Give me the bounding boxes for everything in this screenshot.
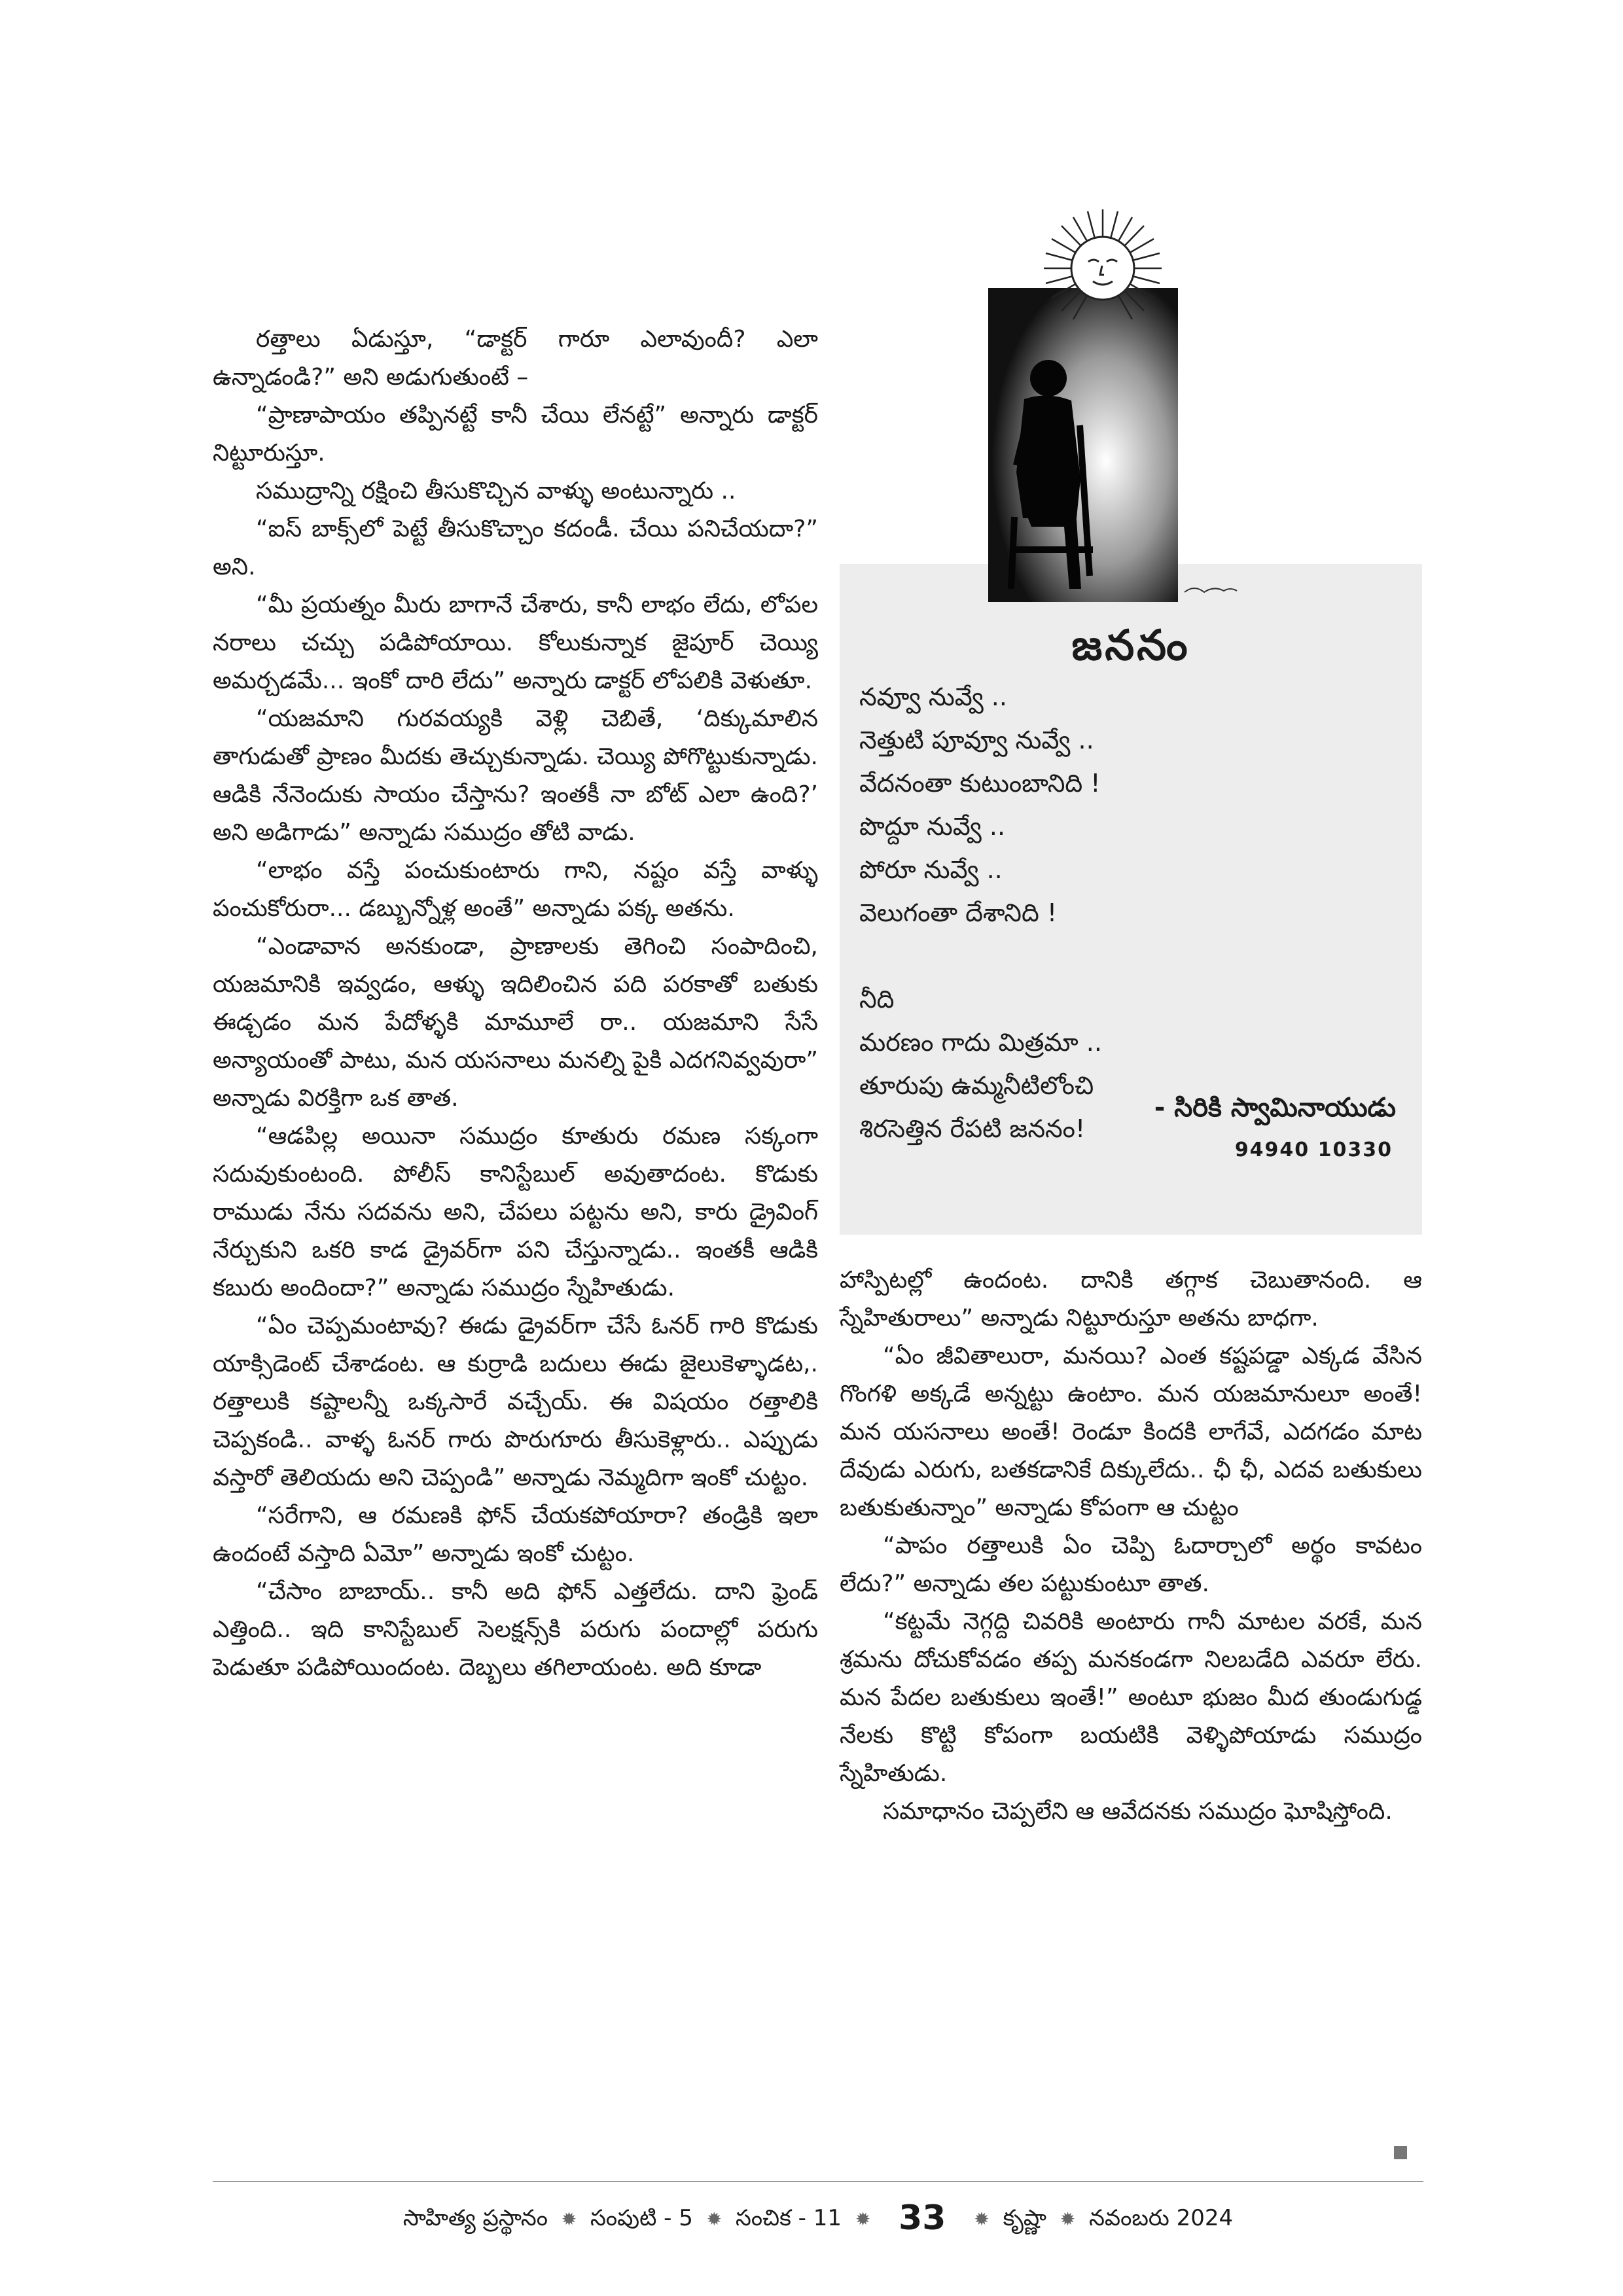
poem-title: జననం bbox=[1071, 622, 1190, 670]
paragraph: రత్తాలు ఏడుస్తూ, “డాక్టర్ గారూ ఎలావుందీ? ఎలా ఉన్నాడండి?” అని అడుగుతుంటే – bbox=[213, 326, 818, 391]
footer-rule bbox=[213, 2181, 1423, 2182]
poem-line: వేదనంతా కుటుంబానిది ! bbox=[859, 769, 1101, 798]
paragraph: “ఎండావాన అనకుండా, ప్రాణాలకు తెగించి సంపాదించి, యజమానికి ఇవ్వడం, ఆళ్ళు ఇదిలించిన పది పరకాతో బతుకు ఈడ్చడం మన పేదోళ్ళకి మామూలే రా.. యజమాని సేసే అన్యాయంతో పాటు, మన యసనాలు మనల్ని పైకి ఎదగనివ్వవురా” అన్నాడు విరక్తిగా ఒక తాత. bbox=[213, 933, 818, 1112]
paragraph: హాస్పిటల్లో ఉందంట. దానికి తగ్గాక చెబుతానంది. ఆ స్నేహితురాలు” అన్నాడు నిట్టూరుస్తూ అతను బాధగా. bbox=[840, 1267, 1422, 1332]
poem-author: - సిరికి స్వామినాయుడు bbox=[1154, 1093, 1396, 1123]
page-number: 33 bbox=[899, 2199, 946, 2238]
end-of-article-mark bbox=[1394, 2146, 1407, 2159]
paragraph: “లాభం వస్తే పంచుకుంటారు గాని, నష్టం వస్తే వాళ్ళు పంచుకోరురా... డబ్బున్నోళ్ల అంతే” అన్నాడు పక్క అతను. bbox=[213, 857, 818, 922]
paragraph: “ఏం చెప్పమంటావు? ఈడు డ్రైవర్‌గా చేసే ఓనర్ గారి కొడుకు యాక్సిడెంట్ చేశాడంట. ఆ కుర్రాడి బదులు ఈడు జైలుకెళ్ళాడట,. రత్తాలుకి కష్టాలన్నీ ఒక్కసారే వచ్చేయ్. ఈ విషయం రత్తాలికి చెప్పకండి.. వాళ్ళ ఓనర్ గారు పొరుగూరు తీసుకెళ్లారు.. ఎప్పుడు వస్తారో తెలియదు అని చెప్పండి” అన్నాడు నెమ్మదిగా ఇంకో చుట్టం. bbox=[213, 1313, 818, 1491]
poem-line: మరణం గాదు మిత్రమా .. bbox=[859, 1028, 1102, 1057]
issue: సంచిక - 11 bbox=[735, 2205, 842, 2231]
issue-date: నవంబరు 2024 bbox=[1089, 2205, 1234, 2231]
poem-illustration bbox=[897, 209, 1250, 609]
paragraph: “యజమాని గురవయ్యకి వెళ్లి చెబితే, ‘దిక్కుమాలిన తాగుడుతో ప్రాణం మీదకు తెచ్చుకున్నాడు. చెయ్యి పోగొట్టుకున్నాడు. ఆడికి నేనెందుకు సాయం చేస్తాను? ఇంతకీ నా బోట్ ఎలా ఉంది?’ అని అడిగాడు” అన్నాడు సముద్రం తోటి వాడు. bbox=[213, 705, 818, 846]
poem-line: తూరుపు ఉమ్మనీటిలోంచి bbox=[859, 1071, 1094, 1100]
poem-line: వెలుగంతా దేశానిది ! bbox=[859, 898, 1058, 927]
poem-line: నెత్తుటి పూవ్వూ నువ్వే .. bbox=[859, 726, 1094, 754]
artist-signature bbox=[1185, 588, 1237, 592]
poem-line: పొద్దూ నువ్వే .. bbox=[859, 812, 1006, 841]
separator-icon: ✹ bbox=[1060, 2208, 1076, 2230]
paragraph: “మీ ప్రయత్నం మీరు బాగానే చేశారు, కానీ లాభం లేదు, లోపల నరాలు చచ్చు పడిపోయాయి. కోలుకున్నాక జైపూర్ చెయ్యి అమర్చడమే... ఇంకో దారి లేదు” అన్నారు డాక్టర్ లోపలికి వెళుతూ. bbox=[213, 592, 818, 694]
separator-icon: ✹ bbox=[561, 2208, 577, 2230]
volume: సంపుటి - 5 bbox=[590, 2205, 693, 2231]
poem-line: నవ్వూ నువ్వే .. bbox=[859, 682, 1007, 711]
right-text-column bbox=[840, 1262, 1422, 1831]
poem-line: శిరసెత్తిన రేపటి జననం! bbox=[859, 1114, 1086, 1143]
paragraph: సముద్రాన్ని రక్షించి తీసుకొచ్చిన వాళ్ళు అంటున్నారు .. bbox=[256, 478, 736, 504]
paragraph: “ప్రాణాపాయం తప్పినట్టే కానీ చేయి లేనట్టే” అన్నారు డాక్టర్ నిట్టూరుస్తూ. bbox=[213, 402, 818, 467]
poem-phone: 94940 10330 bbox=[1234, 1139, 1393, 1161]
paragraph: “ఐస్ బాక్స్‌లో పెట్టే తీసుకొచ్చాం కదండీ. చేయి పనిచేయదా?” అని. bbox=[213, 516, 818, 580]
paragraph: “పాపం రత్తాలుకి ఏం చెప్పి ఓదార్చాలో అర్థం కావటం లేదు?” అన్నాడు తల పట్టుకుంటూ తాత. bbox=[840, 1532, 1422, 1597]
left-text-column bbox=[213, 321, 818, 1687]
paragraph: “ఆడపిల్ల అయినా సముద్రం కూతురు రమణ సక్కంగా సదువుకుంటంది. పోలీస్ కానిస్టేబుల్ అవుతాదంట. కొడుకు రాముడు నేను సదవను అని, చేపలు పట్టను అని, కారు డ్రైవింగ్ నేర్చుకుని ఒకరి కాడ డ్రైవర్‌గా పని చేస్తున్నాడు.. ఇంతకీ ఆడికి కబురు అందిందా?” అన్నాడు సముద్రం స్నేహితుడు. bbox=[213, 1123, 818, 1301]
poem-body bbox=[859, 675, 1102, 1150]
paragraph: “చేసాం బాబాయ్.. కానీ అది ఫోన్ ఎత్తలేదు. దాని ఫ్రెండ్ ఎత్తింది.. ఇది కానిస్టేబుల్ సెలక్షన్స్‌కి పరుగు పందాల్లో పరుగు పెడుతూ పడిపోయిందంట. దెబ్బలు తగిలాయంట. అది కూడా bbox=[213, 1578, 818, 1681]
paragraph: “సరేగాని, ఆ రమణకి ఫోన్ చేయకపోయారా? తండ్రికి ఇలా ఉందంటే వస్తాది ఏమో” అన్నాడు ఇంకో చుట్టం. bbox=[213, 1502, 818, 1567]
page-footer bbox=[213, 2199, 1423, 2238]
paragraph: “ఏం జీవితాలురా, మనయి? ఎంత కష్టపడ్డా ఎక్కడ వేసిన గొంగళి అక్కడే అన్నట్టు ఉంటాం. మన యజమానులూ అంతే! మన యసనాలు అంతే! రెండూ కిందకి లాగేవే, ఎదగడం మాట దేవుడు ఎరుగు, బతకడానికే దిక్కులేదు.. ఛీ ఛీ, ఎదవ బతుకులు బతుకుతున్నాం” అన్నాడు కోపంగా ఆ చుట్టం bbox=[840, 1343, 1422, 1521]
poem-line: పోరూ నువ్వే .. bbox=[859, 855, 1003, 884]
paragraph: సమాధానం చెప్పలేని ఆ ఆవేదనకు సముద్రం ఘోషిస్తోంది. bbox=[883, 1798, 1393, 1825]
paragraph: “కట్టమే నెగ్గద్ది చివరికి అంటారు గానీ మాటల వరకే, మన శ్రమను దోచుకోవడం తప్ప మనకండగా నిలబడేది ఎవరూ లేరు. మన పేదల బతుకులు ఇంతే!” అంటూ భుజం మీద తుండుగుడ్డ నేలకు కొట్టి కోపంగా బయటికి వెళ్ళిపోయాడు సముద్రం స్నేహితుడు. bbox=[840, 1608, 1422, 1787]
sun-icon bbox=[1071, 237, 1134, 300]
month-name: కృష్ణా bbox=[1003, 2205, 1046, 2231]
poem-box bbox=[840, 564, 1422, 1235]
poem-line: నీది bbox=[859, 985, 895, 1014]
magazine-name: సాహిత్య ప్రస్థానం bbox=[402, 2205, 548, 2231]
separator-icon: ✹ bbox=[974, 2208, 990, 2230]
separator-icon: ✹ bbox=[855, 2208, 871, 2230]
stanza-gap bbox=[859, 934, 1102, 978]
separator-icon: ✹ bbox=[706, 2208, 722, 2230]
